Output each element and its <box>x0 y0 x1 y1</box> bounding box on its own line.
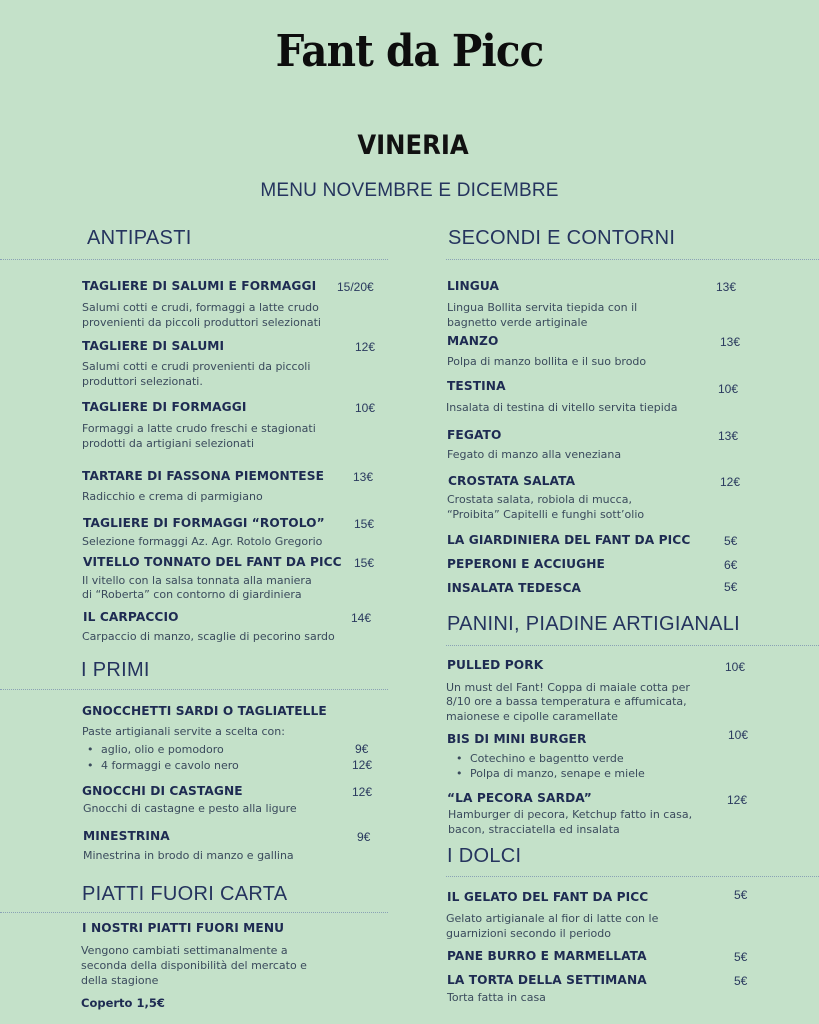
item-description: di “Roberta” con contorno di giardiniera <box>82 588 302 601</box>
item-price: 5€ <box>734 974 748 988</box>
item-price: 10€ <box>718 382 739 396</box>
item-description: Paste artigianali servite a scelta con: <box>82 725 285 738</box>
section-title-dolci: I DOLCI <box>447 845 522 867</box>
item-description: Torta fatta in casa <box>447 991 546 1004</box>
item-description: Fegato di manzo alla veneziana <box>447 448 622 461</box>
item-price: 15€ <box>354 517 375 531</box>
item-price: 15/20€ <box>337 280 374 294</box>
section-title-antipasti: ANTIPASTI <box>87 227 192 249</box>
item-name: CROSTATA SALATA <box>448 474 576 488</box>
venue-type: VINERIA <box>357 130 469 161</box>
item-price: 12€ <box>720 475 741 489</box>
section-divider <box>0 259 388 260</box>
item-name: TAGLIERE DI SALUMI <box>82 339 225 353</box>
item-name: PANE BURRO E MARMELLATA <box>447 949 647 963</box>
menu-period: MENU NOVEMBRE E DICEMBRE <box>260 180 559 201</box>
item-description: prodotti da artigiani selezionati <box>82 437 255 450</box>
item-description: Formaggi a latte crudo freschi e stagionati <box>82 422 316 435</box>
item-description: 8/10 ore a bassa temperatura e affumicata, <box>446 695 687 708</box>
item-price: 6€ <box>724 558 738 572</box>
section-divider <box>446 876 819 877</box>
item-description: seconda della disponibilità del mercato e <box>81 959 307 972</box>
section-divider <box>446 259 819 260</box>
item-price: 12€ <box>355 340 376 354</box>
item-price: 13€ <box>716 280 737 294</box>
item-name: LINGUA <box>447 279 500 293</box>
item-description: Radicchio e crema di parmigiano <box>82 490 263 503</box>
option-label: • Cotechino e bagentto verde <box>470 751 624 766</box>
item-description: Lingua Bollita servita tiepida con il <box>447 301 638 314</box>
item-name: “LA PECORA SARDA” <box>447 791 592 805</box>
item-price: 14€ <box>351 611 372 625</box>
item-description: produttori selezionati. <box>82 375 203 388</box>
section-divider <box>0 912 388 913</box>
item-price: 10€ <box>355 401 376 415</box>
item-name: TESTINA <box>447 379 506 393</box>
item-description: provenienti da piccoli produttori selezionati <box>82 316 321 329</box>
section-title-fuori-carta: PIATTI FUORI CARTA <box>82 883 288 905</box>
option-label: • 4 formaggi e cavolo nero <box>101 758 239 773</box>
item-name: PULLED PORK <box>447 658 544 672</box>
item-description: maionese e cipolle caramellate <box>446 710 618 723</box>
section-title-panini: PANINI, PIADINE ARTIGIANALI <box>447 613 740 635</box>
item-price: 9€ <box>357 830 371 844</box>
option-label: • aglio, olio e pomodoro <box>101 742 224 757</box>
item-description: della stagione <box>81 974 159 987</box>
section-title-primi: I PRIMI <box>81 659 150 681</box>
item-price: 13€ <box>353 470 374 484</box>
item-name: MINESTRINA <box>83 829 170 843</box>
item-description: Polpa di manzo bollita e il suo brodo <box>447 355 647 368</box>
option-label: • Polpa di manzo, senape e miele <box>470 766 645 781</box>
item-description: Salumi cotti e crudi, formaggi a latte crudo <box>82 301 319 314</box>
item-price: 10€ <box>725 660 746 674</box>
item-price: 5€ <box>724 534 738 548</box>
item-description: guarnizioni secondo il periodo <box>446 927 611 940</box>
item-name: I NOSTRI PIATTI FUORI MENU <box>82 921 285 935</box>
item-name: TAGLIERE DI SALUMI E FORMAGGI <box>82 279 317 293</box>
item-description: Minestrina in brodo di manzo e gallina <box>83 849 294 862</box>
item-description: Il vitello con la salsa tonnata alla maniera <box>82 574 312 587</box>
item-name: BIS DI MINI BURGER <box>447 732 587 746</box>
item-name: INSALATA TEDESCA <box>447 581 582 595</box>
item-name: TARTARE DI FASSONA PIEMONTESE <box>82 469 325 483</box>
item-price: 12€ <box>727 793 748 807</box>
item-description: “Proibita” Capitelli e funghi sott’olio <box>447 508 645 521</box>
option-price: 12€ <box>352 758 373 772</box>
item-description: Gnocchi di castagne e pesto alla ligure <box>83 802 297 815</box>
item-name: IL CARPACCIO <box>83 610 179 624</box>
item-description: Crostata salata, robiola di mucca, <box>447 493 632 506</box>
item-price: 5€ <box>734 888 748 902</box>
item-description: bagnetto verde artiginale <box>447 316 588 329</box>
section-divider <box>446 645 819 646</box>
item-name: GNOCCHETTI SARDI O TAGLIATELLE <box>82 704 327 718</box>
item-description: bacon, stracciatella ed insalata <box>448 823 620 836</box>
item-price: 15€ <box>354 556 375 570</box>
item-price: 5€ <box>724 580 738 594</box>
item-name: PEPERONI E ACCIUGHE <box>447 557 605 571</box>
cover-charge: Coperto 1,5€ <box>81 996 165 1010</box>
item-name: LA TORTA DELLA SETTIMANA <box>447 973 647 987</box>
restaurant-name: Fant da Picc <box>275 26 544 77</box>
item-price: 5€ <box>734 950 748 964</box>
item-name: LA GIARDINIERA DEL FANT DA PICC <box>447 533 691 547</box>
item-name: TAGLIERE DI FORMAGGI <box>82 400 247 414</box>
item-name: GNOCCHI DI CASTAGNE <box>82 784 243 798</box>
item-name: MANZO <box>447 334 499 348</box>
item-description: Selezione formaggi Az. Agr. Rotolo Gregorio <box>82 535 323 548</box>
section-divider <box>0 689 388 690</box>
item-price: 13€ <box>720 335 741 349</box>
item-price: 12€ <box>352 785 373 799</box>
item-name: IL GELATO DEL FANT DA PICC <box>447 890 649 904</box>
item-description: Carpaccio di manzo, scaglie di pecorino sardo <box>82 630 335 643</box>
item-description: Vengono cambiati settimanalmente a <box>81 944 288 957</box>
item-description: Un must del Fant! Coppa di maiale cotta per <box>446 681 690 694</box>
item-price: 13€ <box>718 429 739 443</box>
item-name: VITELLO TONNATO DEL FANT DA PICC <box>83 555 342 569</box>
item-description: Gelato artigianale al fior di latte con le <box>446 912 659 925</box>
item-description: Insalata di testina di vitello servita tiepida <box>446 401 678 414</box>
item-price: 10€ <box>728 728 749 742</box>
item-description: Hamburger di pecora, Ketchup fatto in casa, <box>448 808 693 821</box>
option-price: 9€ <box>355 742 369 756</box>
item-description: Salumi cotti e crudi provenienti da piccoli <box>82 360 311 373</box>
item-name: FEGATO <box>447 428 502 442</box>
item-name: TAGLIERE DI FORMAGGI “ROTOLO” <box>83 516 325 530</box>
section-title-secondi: SECONDI E CONTORNI <box>448 227 676 249</box>
